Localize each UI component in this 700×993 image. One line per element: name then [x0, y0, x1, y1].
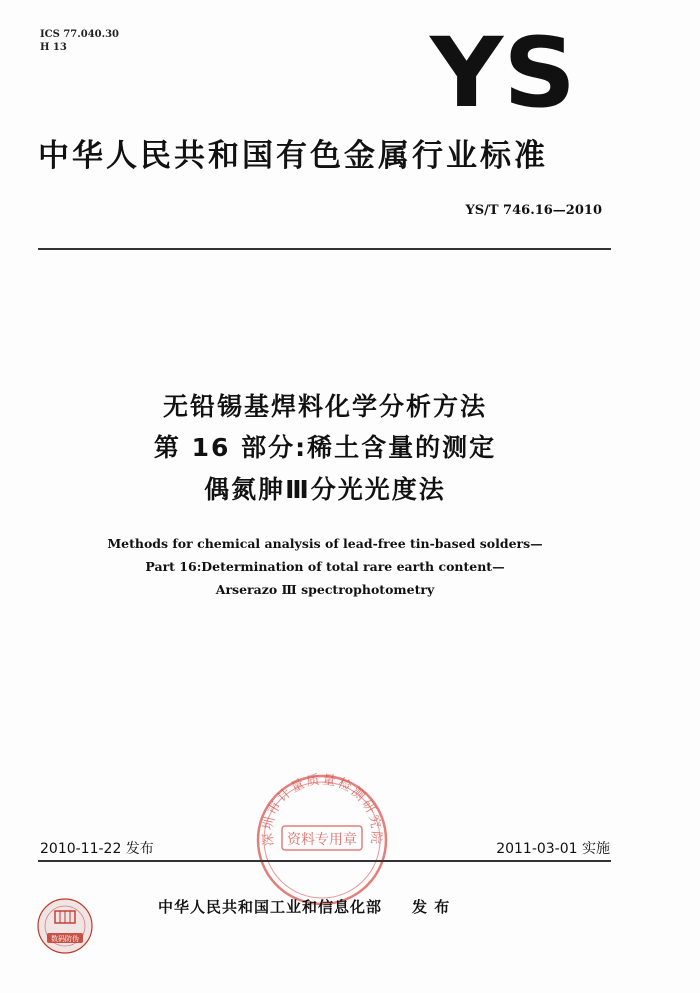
english-title-line-3: Arserazo Ⅲ spectrophotometry — [215, 582, 435, 597]
chinese-title-line-1: 无铅锡基焊料化学分析方法 — [162, 392, 487, 421]
chinese-title-line-3: 偶氮胂Ⅲ分光光度法 — [204, 475, 446, 504]
standard-number: YS/T 746.16—2010 — [465, 203, 602, 218]
ys-logo — [428, 26, 578, 116]
publish-label: 发 布 — [412, 898, 451, 916]
document-seal-stamp — [252, 770, 392, 910]
ys-logo-text: YS — [428, 26, 576, 116]
ics-code: ICS 77.040.30 — [40, 29, 120, 40]
english-title-line-1: Methods for chemical analysis of lead-free tin-based solders— — [107, 536, 543, 551]
issue-date: 2010-11-22 发布 — [40, 841, 154, 857]
classification-codes — [40, 28, 119, 54]
english-title-line-2: Part 16:Determination of total rare earth content— — [145, 559, 505, 574]
standard-category-title: 中华人民共和国有色金属行业标准 — [38, 138, 548, 174]
header-divider — [38, 248, 611, 250]
implementation-date: 2011-03-01 实施 — [496, 841, 610, 857]
issuing-authority: 中华人民共和国工业和信息化部 — [158, 898, 383, 916]
footer-divider — [38, 860, 611, 862]
anti-counterfeit-label: 数码防伪 — [51, 935, 79, 943]
seal-outer-text: 深圳市计量质量检测研究院 — [260, 772, 384, 847]
seal-inner-text: 资料专用章 — [287, 832, 357, 848]
ccs-code: H 13 — [40, 42, 67, 53]
chinese-title-line-2: 第 16 部分:稀土含量的测定 — [153, 433, 497, 462]
issuing-authority-line — [158, 896, 450, 917]
anti-counterfeit-icon — [36, 897, 94, 955]
